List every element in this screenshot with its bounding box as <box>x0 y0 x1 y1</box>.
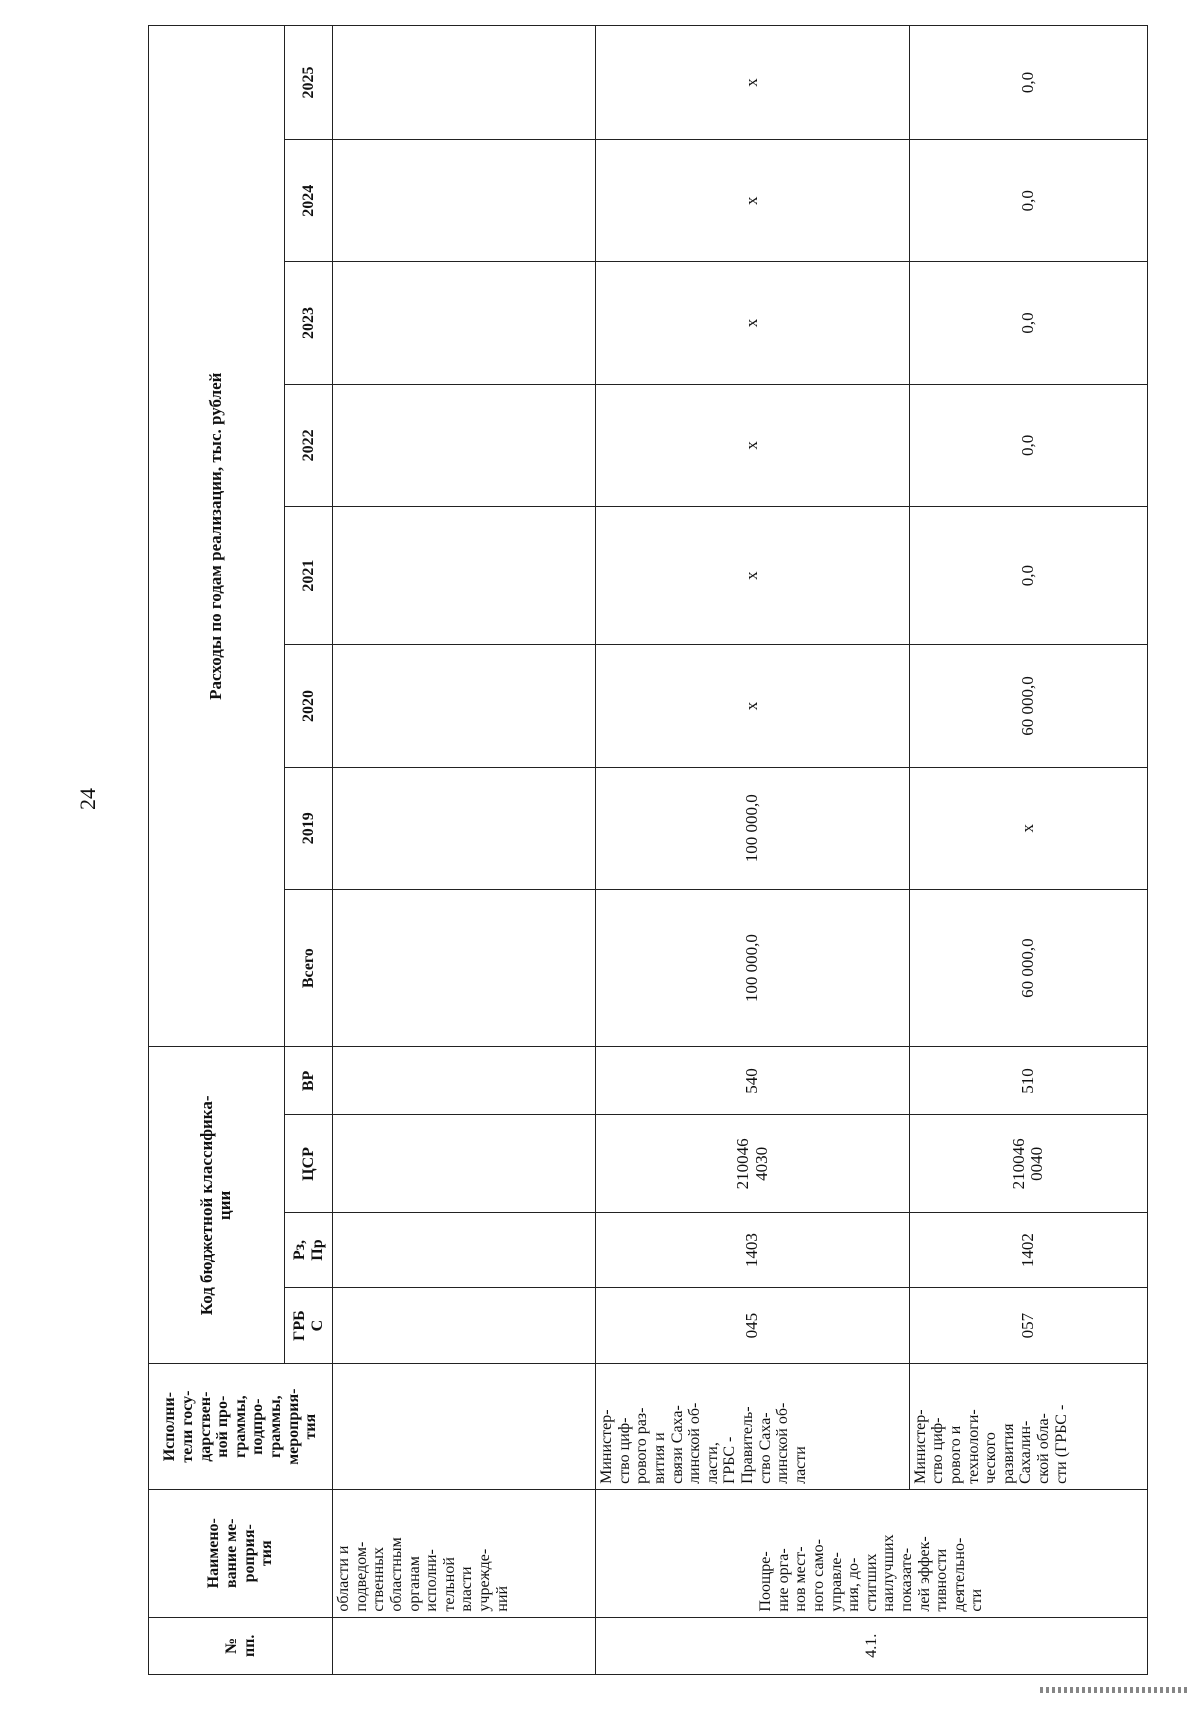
continuation-name: области и подведом- ственных областным органам исполни- тельной власти учрежде- ний <box>333 1489 596 1617</box>
header-csr: ЦСР <box>284 1115 332 1213</box>
header-year-2022: 2022 <box>284 384 332 506</box>
header-year-2019: 2019 <box>284 767 332 889</box>
continuation-2019 <box>333 767 596 889</box>
continuation-row <box>333 26 596 1675</box>
row2-2019: x <box>909 767 1147 889</box>
row1-2023: x <box>596 262 910 384</box>
row2-total: 60 000,0 <box>909 889 1147 1046</box>
header-year-2023: 2023 <box>284 262 332 384</box>
scan-edge-artifact <box>1040 1687 1190 1693</box>
rotated-table-wrapper <box>148 25 1148 1675</box>
row1-csr: 210046 4030 <box>596 1115 910 1213</box>
header-executors: Исполни- тели госу- дарствен- ной про- граммы, подпро- граммы, мероприя- тия <box>149 1364 333 1490</box>
header-year-2025: 2025 <box>284 26 332 140</box>
continuation-total <box>333 889 596 1046</box>
row2-rzpr: 1402 <box>909 1213 1147 1287</box>
continuation-2022 <box>333 384 596 506</box>
continuation-grbs <box>333 1287 596 1364</box>
row2-grbs: 057 <box>909 1287 1147 1364</box>
header-year-2021: 2021 <box>284 507 332 645</box>
continuation-2021 <box>333 507 596 645</box>
header-expenses: Расходы по годам реализации, тыс. рублей <box>149 26 285 1047</box>
row1-total: 100 000,0 <box>596 889 910 1046</box>
row2-vr: 510 <box>909 1047 1147 1115</box>
header-budget-code: Код бюджетной классифика- ции <box>149 1047 285 1364</box>
continuation-2023 <box>333 262 596 384</box>
header-vr: ВР <box>284 1047 332 1115</box>
row1-2019: 100 000,0 <box>596 767 910 889</box>
row2-2023: 0,0 <box>909 262 1147 384</box>
continuation-2020 <box>333 645 596 767</box>
header-grbs: ГРБ С <box>284 1287 332 1364</box>
header-total: Всего <box>284 889 332 1046</box>
header-year-2024: 2024 <box>284 140 332 262</box>
header-name: Наимено- вание ме- роприя- тия <box>149 1489 333 1617</box>
row1-2022: x <box>596 384 910 506</box>
continuation-num <box>333 1617 596 1674</box>
continuation-2025 <box>333 26 596 140</box>
row2-2022: 0,0 <box>909 384 1147 506</box>
budget-table <box>148 25 1148 1675</box>
row1-2025: x <box>596 26 910 140</box>
row1-rzpr: 1403 <box>596 1213 910 1287</box>
row2-csr: 210046 0040 <box>909 1115 1147 1213</box>
row2-2024: 0,0 <box>909 140 1147 262</box>
row2-2020: 60 000,0 <box>909 645 1147 767</box>
row2-executor: Министер- ство циф- рового и технологи- ческого развития Сахалин- ской обла- сти (ГРБС - <box>909 1364 1147 1490</box>
header-year-2020: 2020 <box>284 645 332 767</box>
row1-2024: x <box>596 140 910 262</box>
continuation-csr <box>333 1115 596 1213</box>
row1-executor: Министер- ство циф- рового раз- вития и связи Саха- линской об- ласти, ГРБС - Правитель- ство Саха- линской об- ласти <box>596 1364 910 1490</box>
table-row <box>909 26 1147 1675</box>
item-name: Поощре- ние орга- нов мест- ного само- управле- ния, до- стигших наилучших показате- лей эффек- тивности деятельно- сти <box>596 1489 1148 1617</box>
row1-grbs: 045 <box>596 1287 910 1364</box>
row1-2021: x <box>596 507 910 645</box>
row1-2020: x <box>596 645 910 767</box>
continuation-2024 <box>333 140 596 262</box>
continuation-vr <box>333 1047 596 1115</box>
header-row-top <box>149 26 285 1675</box>
header-rzpr: Рз, Пр <box>284 1213 332 1287</box>
row2-2021: 0,0 <box>909 507 1147 645</box>
item-num: 4.1. <box>596 1617 1148 1674</box>
row1-vr: 540 <box>596 1047 910 1115</box>
page-number: 24 <box>75 788 100 810</box>
header-num: № пп. <box>149 1617 333 1674</box>
continuation-executor <box>333 1364 596 1490</box>
row2-2025: 0,0 <box>909 26 1147 140</box>
continuation-rzpr <box>333 1213 596 1287</box>
table-row <box>596 26 910 1675</box>
